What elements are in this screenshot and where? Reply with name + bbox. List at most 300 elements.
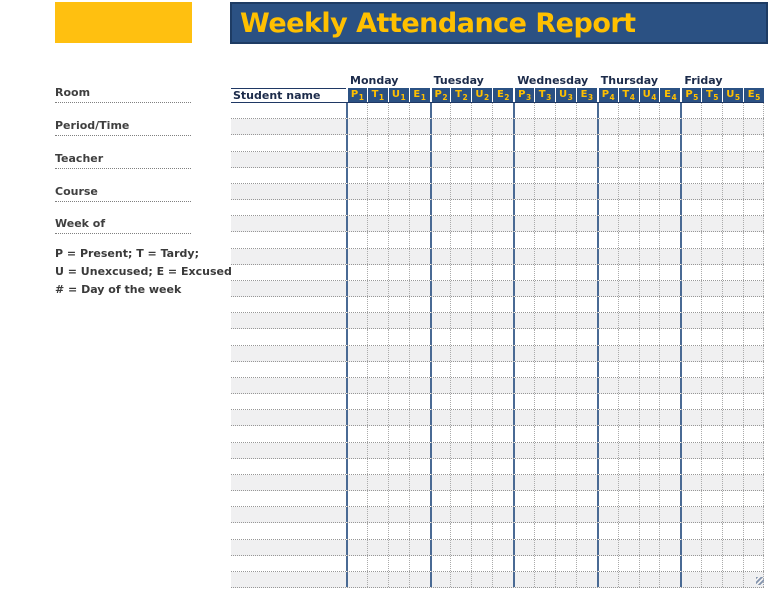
attendance-cell[interactable] <box>409 491 430 506</box>
attendance-cell[interactable] <box>430 491 451 506</box>
attendance-cell[interactable] <box>450 152 471 167</box>
attendance-cell[interactable] <box>743 426 764 441</box>
attendance-cell[interactable] <box>409 265 430 280</box>
attendance-cell[interactable] <box>555 346 576 361</box>
attendance-cell[interactable] <box>471 362 492 377</box>
attendance-cell[interactable] <box>743 394 764 409</box>
attendance-cell[interactable] <box>409 459 430 474</box>
attendance-cell[interactable] <box>346 459 367 474</box>
attendance-cell[interactable] <box>388 249 409 264</box>
attendance-cell[interactable] <box>722 329 743 344</box>
attendance-cell[interactable] <box>492 216 513 231</box>
attendance-cell[interactable] <box>680 459 701 474</box>
attendance-cell[interactable] <box>471 394 492 409</box>
attendance-cell[interactable] <box>555 572 576 587</box>
attendance-cell[interactable] <box>430 572 451 587</box>
attendance-cell[interactable] <box>471 119 492 134</box>
attendance-cell[interactable] <box>576 329 597 344</box>
attendance-cell[interactable] <box>680 346 701 361</box>
attendance-cell[interactable] <box>701 313 722 328</box>
attendance-cell[interactable] <box>743 232 764 247</box>
attendance-cell[interactable] <box>659 184 680 199</box>
attendance-cell[interactable] <box>680 135 701 150</box>
attendance-cell[interactable] <box>346 119 367 134</box>
attendance-cell[interactable] <box>701 378 722 393</box>
attendance-cell[interactable] <box>388 297 409 312</box>
attendance-cell[interactable] <box>513 216 534 231</box>
attendance-cell[interactable] <box>409 426 430 441</box>
attendance-cell[interactable] <box>388 216 409 231</box>
attendance-cell[interactable] <box>576 184 597 199</box>
attendance-cell[interactable] <box>639 346 660 361</box>
attendance-cell[interactable] <box>367 443 388 458</box>
attendance-cell[interactable] <box>597 119 618 134</box>
attendance-cell[interactable] <box>409 443 430 458</box>
attendance-cell[interactable] <box>430 265 451 280</box>
attendance-cell[interactable] <box>534 135 555 150</box>
attendance-cell[interactable] <box>659 152 680 167</box>
attendance-cell[interactable] <box>346 362 367 377</box>
attendance-cell[interactable] <box>680 297 701 312</box>
attendance-cell[interactable] <box>346 475 367 490</box>
attendance-cell[interactable] <box>409 362 430 377</box>
attendance-cell[interactable] <box>743 119 764 134</box>
attendance-cell[interactable] <box>471 281 492 296</box>
attendance-cell[interactable] <box>701 394 722 409</box>
attendance-cell[interactable] <box>409 346 430 361</box>
attendance-cell[interactable] <box>597 346 618 361</box>
student-name-cell[interactable] <box>231 200 346 215</box>
attendance-cell[interactable] <box>555 119 576 134</box>
attendance-cell[interactable] <box>471 103 492 118</box>
attendance-cell[interactable] <box>680 249 701 264</box>
attendance-cell[interactable] <box>722 103 743 118</box>
attendance-cell[interactable] <box>471 168 492 183</box>
attendance-cell[interactable] <box>430 103 451 118</box>
student-name-cell[interactable] <box>231 362 346 377</box>
attendance-cell[interactable] <box>555 459 576 474</box>
attendance-cell[interactable] <box>430 394 451 409</box>
attendance-cell[interactable] <box>409 394 430 409</box>
attendance-cell[interactable] <box>576 459 597 474</box>
attendance-cell[interactable] <box>743 378 764 393</box>
attendance-cell[interactable] <box>430 281 451 296</box>
attendance-cell[interactable] <box>492 313 513 328</box>
attendance-cell[interactable] <box>659 410 680 425</box>
attendance-cell[interactable] <box>450 216 471 231</box>
attendance-cell[interactable] <box>450 249 471 264</box>
attendance-cell[interactable] <box>409 378 430 393</box>
attendance-cell[interactable] <box>639 426 660 441</box>
attendance-cell[interactable] <box>597 281 618 296</box>
attendance-cell[interactable] <box>471 265 492 280</box>
attendance-cell[interactable] <box>450 297 471 312</box>
attendance-cell[interactable] <box>680 362 701 377</box>
attendance-cell[interactable] <box>701 572 722 587</box>
attendance-cell[interactable] <box>722 491 743 506</box>
attendance-cell[interactable] <box>639 184 660 199</box>
attendance-cell[interactable] <box>576 378 597 393</box>
attendance-cell[interactable] <box>346 378 367 393</box>
attendance-cell[interactable] <box>430 443 451 458</box>
attendance-cell[interactable] <box>430 313 451 328</box>
attendance-cell[interactable] <box>576 491 597 506</box>
attendance-cell[interactable] <box>597 459 618 474</box>
attendance-cell[interactable] <box>618 572 639 587</box>
attendance-cell[interactable] <box>659 394 680 409</box>
attendance-cell[interactable] <box>659 556 680 571</box>
attendance-cell[interactable] <box>450 265 471 280</box>
attendance-cell[interactable] <box>534 103 555 118</box>
attendance-cell[interactable] <box>346 200 367 215</box>
attendance-cell[interactable] <box>513 103 534 118</box>
attendance-cell[interactable] <box>450 103 471 118</box>
attendance-cell[interactable] <box>346 556 367 571</box>
attendance-cell[interactable] <box>639 313 660 328</box>
attendance-cell[interactable] <box>701 459 722 474</box>
attendance-cell[interactable] <box>450 378 471 393</box>
attendance-cell[interactable] <box>618 443 639 458</box>
attendance-cell[interactable] <box>367 556 388 571</box>
attendance-cell[interactable] <box>367 232 388 247</box>
week-of-fill-line[interactable] <box>55 233 191 234</box>
attendance-cell[interactable] <box>576 232 597 247</box>
attendance-cell[interactable] <box>388 523 409 538</box>
attendance-cell[interactable] <box>680 491 701 506</box>
attendance-cell[interactable] <box>597 152 618 167</box>
attendance-cell[interactable] <box>534 313 555 328</box>
attendance-cell[interactable] <box>576 216 597 231</box>
attendance-cell[interactable] <box>597 475 618 490</box>
attendance-cell[interactable] <box>659 346 680 361</box>
attendance-cell[interactable] <box>743 410 764 425</box>
attendance-cell[interactable] <box>659 362 680 377</box>
attendance-cell[interactable] <box>513 556 534 571</box>
attendance-cell[interactable] <box>722 297 743 312</box>
student-name-cell[interactable] <box>231 556 346 571</box>
attendance-cell[interactable] <box>722 119 743 134</box>
attendance-cell[interactable] <box>722 346 743 361</box>
attendance-cell[interactable] <box>430 346 451 361</box>
attendance-cell[interactable] <box>639 523 660 538</box>
attendance-cell[interactable] <box>639 394 660 409</box>
student-name-cell[interactable] <box>231 346 346 361</box>
attendance-cell[interactable] <box>597 216 618 231</box>
attendance-cell[interactable] <box>388 475 409 490</box>
attendance-cell[interactable] <box>471 378 492 393</box>
attendance-cell[interactable] <box>680 313 701 328</box>
attendance-cell[interactable] <box>555 443 576 458</box>
attendance-cell[interactable] <box>555 168 576 183</box>
student-name-cell[interactable] <box>231 491 346 506</box>
attendance-cell[interactable] <box>346 507 367 522</box>
attendance-cell[interactable] <box>743 475 764 490</box>
attendance-cell[interactable] <box>388 200 409 215</box>
attendance-cell[interactable] <box>471 507 492 522</box>
attendance-cell[interactable] <box>618 249 639 264</box>
attendance-cell[interactable] <box>555 232 576 247</box>
attendance-cell[interactable] <box>743 135 764 150</box>
student-name-cell[interactable] <box>231 572 346 587</box>
attendance-cell[interactable] <box>743 200 764 215</box>
attendance-cell[interactable] <box>409 540 430 555</box>
attendance-cell[interactable] <box>534 200 555 215</box>
attendance-cell[interactable] <box>743 265 764 280</box>
attendance-cell[interactable] <box>367 394 388 409</box>
attendance-cell[interactable] <box>659 426 680 441</box>
attendance-cell[interactable] <box>409 119 430 134</box>
attendance-cell[interactable] <box>618 378 639 393</box>
attendance-cell[interactable] <box>722 200 743 215</box>
attendance-cell[interactable] <box>743 103 764 118</box>
attendance-cell[interactable] <box>367 216 388 231</box>
attendance-cell[interactable] <box>492 346 513 361</box>
attendance-cell[interactable] <box>346 540 367 555</box>
attendance-cell[interactable] <box>618 346 639 361</box>
attendance-cell[interactable] <box>450 329 471 344</box>
attendance-cell[interactable] <box>555 507 576 522</box>
attendance-cell[interactable] <box>430 540 451 555</box>
attendance-cell[interactable] <box>367 313 388 328</box>
attendance-cell[interactable] <box>513 346 534 361</box>
attendance-cell[interactable] <box>513 152 534 167</box>
attendance-cell[interactable] <box>430 249 451 264</box>
attendance-cell[interactable] <box>618 362 639 377</box>
attendance-cell[interactable] <box>388 540 409 555</box>
attendance-cell[interactable] <box>367 475 388 490</box>
attendance-cell[interactable] <box>576 475 597 490</box>
student-name-cell[interactable] <box>231 443 346 458</box>
attendance-cell[interactable] <box>367 135 388 150</box>
attendance-cell[interactable] <box>743 523 764 538</box>
attendance-cell[interactable] <box>430 135 451 150</box>
period-time-fill-line[interactable] <box>55 135 191 136</box>
attendance-cell[interactable] <box>534 232 555 247</box>
student-name-cell[interactable] <box>231 475 346 490</box>
attendance-cell[interactable] <box>388 152 409 167</box>
student-name-cell[interactable] <box>231 410 346 425</box>
attendance-cell[interactable] <box>409 168 430 183</box>
student-name-cell[interactable] <box>231 265 346 280</box>
attendance-cell[interactable] <box>639 216 660 231</box>
attendance-cell[interactable] <box>471 346 492 361</box>
attendance-cell[interactable] <box>659 313 680 328</box>
attendance-cell[interactable] <box>680 443 701 458</box>
attendance-cell[interactable] <box>639 378 660 393</box>
attendance-cell[interactable] <box>346 281 367 296</box>
attendance-cell[interactable] <box>534 184 555 199</box>
attendance-cell[interactable] <box>367 362 388 377</box>
attendance-cell[interactable] <box>492 168 513 183</box>
attendance-cell[interactable] <box>534 249 555 264</box>
attendance-cell[interactable] <box>701 103 722 118</box>
attendance-cell[interactable] <box>701 135 722 150</box>
attendance-cell[interactable] <box>367 459 388 474</box>
attendance-cell[interactable] <box>513 507 534 522</box>
attendance-cell[interactable] <box>701 119 722 134</box>
attendance-cell[interactable] <box>680 232 701 247</box>
attendance-cell[interactable] <box>555 249 576 264</box>
attendance-cell[interactable] <box>722 556 743 571</box>
attendance-cell[interactable] <box>346 426 367 441</box>
attendance-cell[interactable] <box>409 297 430 312</box>
attendance-cell[interactable] <box>534 362 555 377</box>
attendance-cell[interactable] <box>492 459 513 474</box>
attendance-cell[interactable] <box>722 475 743 490</box>
attendance-cell[interactable] <box>701 426 722 441</box>
attendance-cell[interactable] <box>618 297 639 312</box>
attendance-cell[interactable] <box>513 184 534 199</box>
attendance-cell[interactable] <box>430 119 451 134</box>
attendance-cell[interactable] <box>513 281 534 296</box>
attendance-cell[interactable] <box>659 232 680 247</box>
attendance-cell[interactable] <box>680 184 701 199</box>
attendance-cell[interactable] <box>743 152 764 167</box>
attendance-cell[interactable] <box>659 249 680 264</box>
attendance-cell[interactable] <box>492 281 513 296</box>
attendance-cell[interactable] <box>492 475 513 490</box>
attendance-cell[interactable] <box>555 103 576 118</box>
attendance-cell[interactable] <box>555 410 576 425</box>
attendance-cell[interactable] <box>701 184 722 199</box>
attendance-cell[interactable] <box>409 249 430 264</box>
attendance-cell[interactable] <box>722 394 743 409</box>
attendance-cell[interactable] <box>618 394 639 409</box>
attendance-cell[interactable] <box>513 443 534 458</box>
attendance-cell[interactable] <box>659 281 680 296</box>
attendance-cell[interactable] <box>346 410 367 425</box>
attendance-cell[interactable] <box>492 556 513 571</box>
attendance-cell[interactable] <box>576 394 597 409</box>
attendance-cell[interactable] <box>471 135 492 150</box>
table-resize-handle-icon[interactable] <box>756 577 764 585</box>
attendance-cell[interactable] <box>555 200 576 215</box>
attendance-cell[interactable] <box>367 491 388 506</box>
student-name-cell[interactable] <box>231 507 346 522</box>
attendance-cell[interactable] <box>388 443 409 458</box>
student-name-cell[interactable] <box>231 329 346 344</box>
attendance-cell[interactable] <box>659 200 680 215</box>
room-fill-line[interactable] <box>55 102 191 103</box>
attendance-cell[interactable] <box>639 556 660 571</box>
attendance-cell[interactable] <box>555 313 576 328</box>
attendance-cell[interactable] <box>450 459 471 474</box>
attendance-cell[interactable] <box>555 556 576 571</box>
attendance-cell[interactable] <box>430 475 451 490</box>
attendance-cell[interactable] <box>659 265 680 280</box>
attendance-cell[interactable] <box>743 443 764 458</box>
attendance-cell[interactable] <box>492 443 513 458</box>
attendance-cell[interactable] <box>388 281 409 296</box>
attendance-cell[interactable] <box>597 232 618 247</box>
attendance-cell[interactable] <box>659 378 680 393</box>
attendance-cell[interactable] <box>639 507 660 522</box>
attendance-cell[interactable] <box>743 459 764 474</box>
attendance-cell[interactable] <box>722 313 743 328</box>
attendance-cell[interactable] <box>639 459 660 474</box>
attendance-cell[interactable] <box>680 475 701 490</box>
attendance-cell[interactable] <box>471 426 492 441</box>
attendance-cell[interactable] <box>430 232 451 247</box>
attendance-cell[interactable] <box>346 152 367 167</box>
attendance-cell[interactable] <box>534 459 555 474</box>
attendance-cell[interactable] <box>513 329 534 344</box>
attendance-cell[interactable] <box>450 135 471 150</box>
attendance-cell[interactable] <box>659 216 680 231</box>
attendance-cell[interactable] <box>701 362 722 377</box>
student-name-cell[interactable] <box>231 394 346 409</box>
attendance-cell[interactable] <box>618 540 639 555</box>
attendance-cell[interactable] <box>576 265 597 280</box>
attendance-cell[interactable] <box>680 216 701 231</box>
attendance-cell[interactable] <box>450 572 471 587</box>
attendance-cell[interactable] <box>367 200 388 215</box>
attendance-cell[interactable] <box>450 200 471 215</box>
attendance-cell[interactable] <box>576 200 597 215</box>
attendance-cell[interactable] <box>513 540 534 555</box>
attendance-cell[interactable] <box>534 394 555 409</box>
attendance-cell[interactable] <box>534 152 555 167</box>
attendance-cell[interactable] <box>388 507 409 522</box>
student-name-cell[interactable] <box>231 249 346 264</box>
attendance-cell[interactable] <box>534 410 555 425</box>
attendance-cell[interactable] <box>576 135 597 150</box>
attendance-cell[interactable] <box>555 152 576 167</box>
attendance-cell[interactable] <box>555 426 576 441</box>
attendance-cell[interactable] <box>471 152 492 167</box>
attendance-cell[interactable] <box>639 249 660 264</box>
attendance-cell[interactable] <box>639 200 660 215</box>
attendance-cell[interactable] <box>659 491 680 506</box>
attendance-cell[interactable] <box>722 281 743 296</box>
attendance-cell[interactable] <box>576 410 597 425</box>
attendance-cell[interactable] <box>597 540 618 555</box>
attendance-cell[interactable] <box>576 168 597 183</box>
attendance-cell[interactable] <box>471 475 492 490</box>
attendance-cell[interactable] <box>430 378 451 393</box>
attendance-cell[interactable] <box>639 540 660 555</box>
attendance-cell[interactable] <box>555 329 576 344</box>
attendance-cell[interactable] <box>492 491 513 506</box>
attendance-cell[interactable] <box>680 426 701 441</box>
attendance-cell[interactable] <box>597 184 618 199</box>
student-name-cell[interactable] <box>231 119 346 134</box>
attendance-cell[interactable] <box>450 313 471 328</box>
attendance-cell[interactable] <box>471 216 492 231</box>
attendance-cell[interactable] <box>534 443 555 458</box>
attendance-cell[interactable] <box>513 135 534 150</box>
attendance-cell[interactable] <box>471 556 492 571</box>
attendance-cell[interactable] <box>722 410 743 425</box>
attendance-cell[interactable] <box>722 216 743 231</box>
attendance-cell[interactable] <box>618 200 639 215</box>
attendance-cell[interactable] <box>492 572 513 587</box>
attendance-cell[interactable] <box>409 572 430 587</box>
attendance-cell[interactable] <box>597 378 618 393</box>
attendance-cell[interactable] <box>659 540 680 555</box>
attendance-cell[interactable] <box>534 556 555 571</box>
attendance-cell[interactable] <box>346 443 367 458</box>
attendance-cell[interactable] <box>430 168 451 183</box>
attendance-cell[interactable] <box>597 507 618 522</box>
attendance-cell[interactable] <box>534 297 555 312</box>
attendance-cell[interactable] <box>513 572 534 587</box>
attendance-cell[interactable] <box>722 362 743 377</box>
attendance-cell[interactable] <box>409 313 430 328</box>
attendance-cell[interactable] <box>388 378 409 393</box>
attendance-cell[interactable] <box>597 443 618 458</box>
attendance-cell[interactable] <box>618 507 639 522</box>
